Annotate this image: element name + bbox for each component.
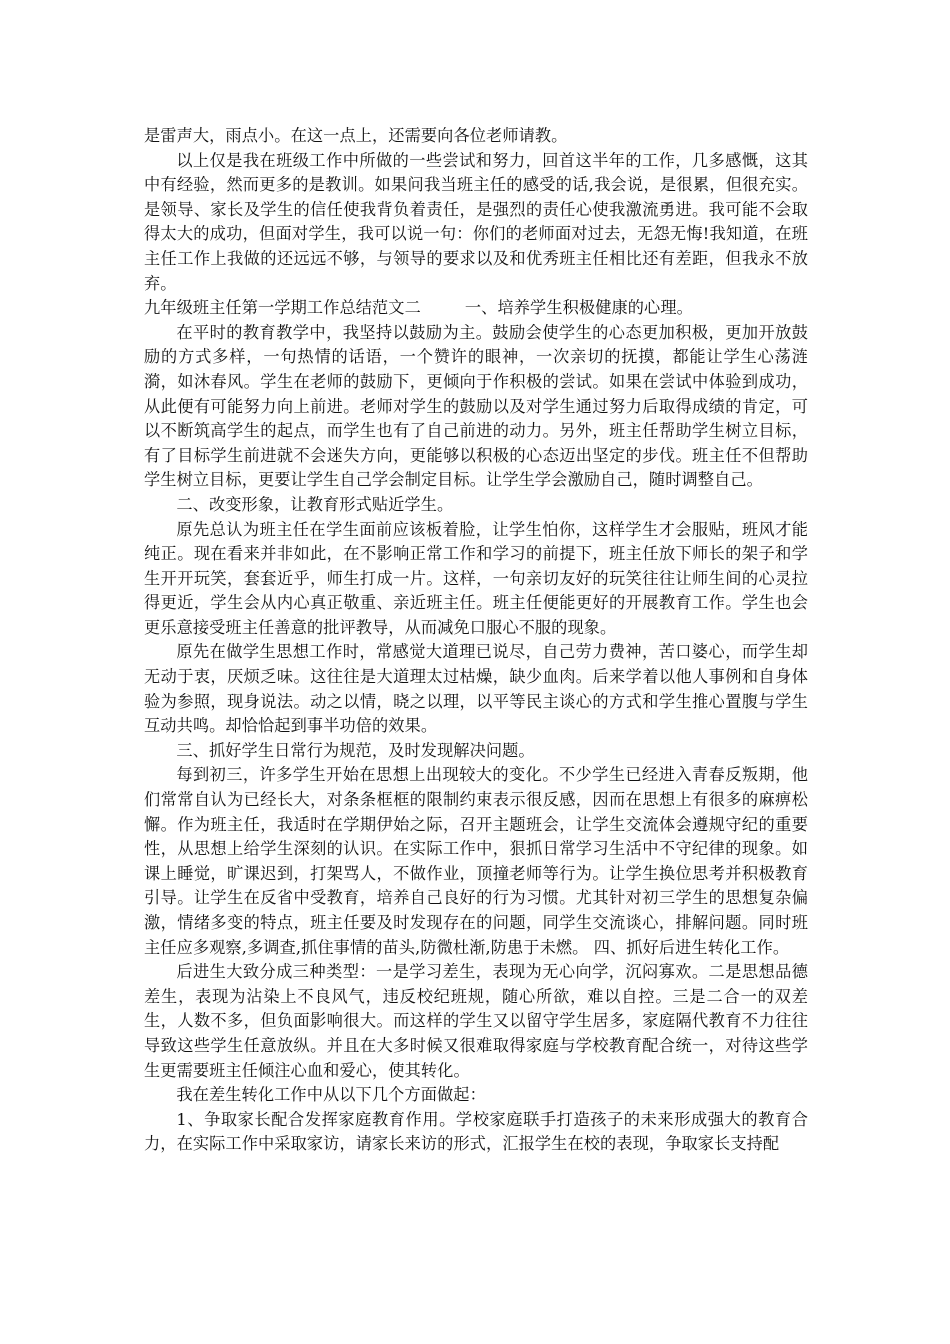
section-1-heading: 一、培养学生积极健康的心理。 — [464, 298, 693, 318]
paragraph-image-change: 原先总认为班主任在学生面前应该板着脸，让学生怕你，这样学生才会服贴，班风才能纯正。现在看来并非如此，在不影响正常工作和学习的前提下，班主任放下师长的架子和学生开开玩笑，套套近乎，师生打成一片。这样，一句亲切友好的玩笑往往让师生间的心灵拉得更近，学生会从内心真正敬重、亲近班主任。班主任便能更好的开展教育工作。学生也会更乐意接受班主任善意的批评教导，从而减免口服心不服的现象。 — [144, 519, 808, 637]
document-title: 九年级班主任第一学期工作总结范文二 — [144, 298, 421, 318]
paragraph-parent-cooperation: 1、争取家长配合发挥家庭教育作用。学校家庭联手打造孩子的未来形成强大的教育合力，在实际工作中采取家访，请家长来访的形式，汇报学生在校的表现，争取家长支持配 — [144, 1109, 808, 1154]
paragraph-continuation: 是雷声大，雨点小。在这一点上，还需要向各位老师请教。 — [144, 126, 568, 145]
section-2-heading: 二、改变形象，让教育形式贴近学生。 — [176, 494, 454, 514]
document-body — [144, 124, 808, 1157]
paragraph-encouragement: 在平时的教育教学中，我坚持以鼓励为主。鼓励会使学生的心态更加积极，更加开放鼓励的方式多样，一句热情的话语，一个赞许的眼神，一次亲切的抚摸，都能让学生心荡涟漪，如沐春风。学生在老师的鼓励下，更倾向于作积极的尝试。如果在尝试中体验到成功，从此便有可能努力向上前进。老师对学生的鼓励以及对学生通过努力后取得成绩的肯定，可以不断筑高学生的起点，而学生也有了自己前进的动力。另外，班主任帮助学生树立目标，有了目标学生前进就不会迷失方向，更能够以积极的心态迈出坚定的步伐。班主任不但帮助学生树立目标，更要让学生自己学会制定目标。让学生学会激励自己，随时调整自己。 — [144, 322, 808, 490]
paragraph-approach-intro: 我在差生转化工作中从以下几个方面做起： — [176, 1085, 486, 1105]
paragraph-reflection: 以上仅是我在班级工作中所做的一些尝试和努力，回首这半年的工作，几多感慨，这其中有经验，然而更多的是教训。如果问我当班主任的感受的话,我会说，是很累，但很充实。是领导、家长及学生的信任使我背负着责任，是强烈的责任心使我激流勇进。我可能不会取得太大的成功，但面对学生，我可以说一句：你们的老师面对过去，无怨无悔!我知道，在班主任工作上我做的还远远不够，与领导的要求以及和优秀班主任相比还有差距，但我永不放弃。 — [144, 150, 808, 293]
title-line — [144, 296, 808, 321]
section-3-heading: 三、抓好学生日常行为规范，及时发现解决问题。 — [176, 740, 535, 760]
paragraph-daily-behavior: 每到初三，许多学生开始在思想上出现较大的变化。不少学生已经进入青春反叛期，他们常常自认为已经长大，对条条框框的限制约束表示很反感，因而在思想上有很多的麻痹松懈。作为班主任，我适时在学期伊始之际，召开主题班会，让学生交流体会遵规守纪的重要性，从思想上给学生深刻的认识。在实际工作中，狠抓日常学习生活中不守纪律的现象。如课上睡觉，旷课迟到，打架骂人，不做作业，顶撞老师等行为。让学生换位思考并积极教育引导。让学生在反省中受教育，培养自己良好的行为习惯。尤其针对初三学生的思想复杂偏激，情绪多变的特点，班主任要及时发现存在的问题，同学生交流谈心，排解问题。同时班主任应多观察,多调查,抓住事情的苗头,防微杜渐,防患于未燃。 四、抓好后进生转化工作。 — [144, 765, 808, 957]
paragraph-underachiever-types: 后进生大致分成三种类型：一是学习差生，表现为无心向学，沉闷寡欢。二是思想品德差生，表现为沾染上不良风气，违反校纪班规，随心所欲，难以自控。三是二合一的双差生，人数不多，但负面影响很大。而这样的学生又以留守学生居多，家庭隔代教育不力往往导致这些学生任意放纵。并且在大多时候又很难取得家庭与学校教育配合统一，对待这些学生更需要班主任倾注心血和爱心，使其转化。 — [144, 962, 808, 1080]
paragraph-thought-work: 原先在做学生思想工作时，常感觉大道理已说尽，自己劳力费神，苦口婆心，而学生却无动于衷，厌烦乏味。这往往是大道理太过枯燥，缺少血肉。后来学着以他人事例和自身体验为参照，现身说法。动之以情，晓之以理，以平等民主谈心的方式和学生推心置腹与学生互动共鸣。却恰恰起到事半功倍的效果。 — [144, 642, 808, 736]
